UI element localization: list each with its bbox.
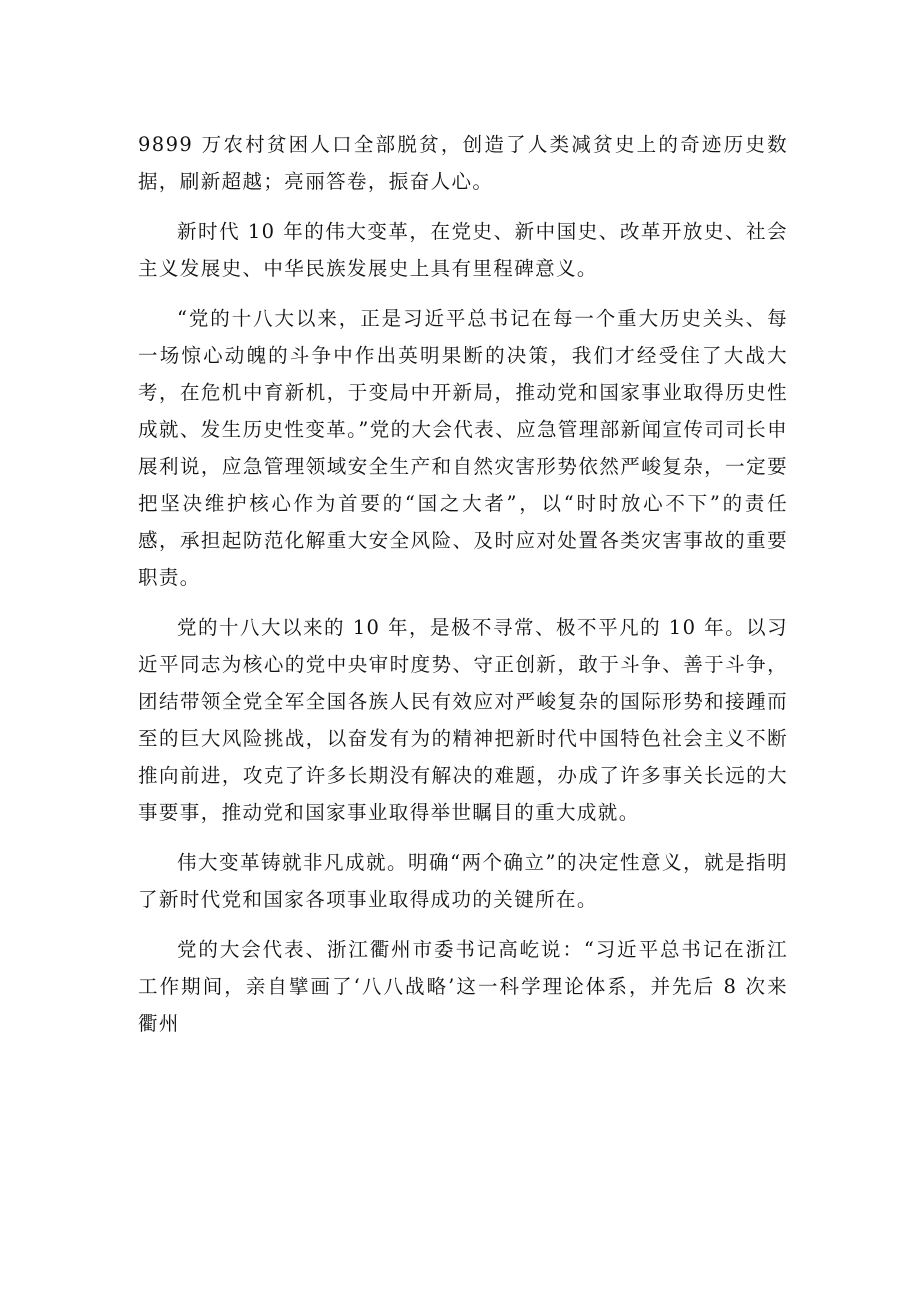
paragraph-1: 9899 万农村贫困人口全部脱贫，创造了人类减贫史上的奇迹历史数据，刷新超越；亮丽答卷，振奋人心。 bbox=[138, 133, 788, 193]
paragraph-5: 伟大变革铸就非凡成就。明确“两个确立”的决定性意义，就是指明了新时代党和国家各项事业取得成功的关键所在。 bbox=[138, 851, 788, 911]
paragraph-2: 新时代 10 年的伟大变革，在党史、新中国史、改革开放史、社会主义发展史、中华民族发展史上具有里程碑意义。 bbox=[138, 220, 788, 280]
paragraph-4: 党的十八大以来的 10 年，是极不寻常、极不平凡的 10 年。以习近平同志为核心的党中央审时度势、守正创新，敢于斗争、善于斗争，团结带领全党全军全国各族人民有效应对严峻复杂的国际形势和接踵而至的巨大风险挑战，以奋发有为的精神把新时代中国特色社会主义不断推向前进，攻克了许多长期没有解决的难题，办成了许多事关长远的大事要事，推动党和国家事业取得举世瞩目的重大成就。 bbox=[138, 616, 788, 824]
paragraph-6: 党的大会代表、浙江衢州市委书记高屹说：“习近平总书记在浙江工作期间，亲自擘画了‘八八战略’这一科学理论体系，并先后 8 次来衢州 bbox=[138, 938, 788, 1035]
document-body bbox=[138, 126, 788, 1055]
paragraph-3: “党的十八大以来，正是习近平总书记在每一个重大历史关头、每一场惊心动魄的斗争中作出英明果断的决策，我们才经受住了大战大考，在危机中育新机，于变局中开新局，推动党和国家事业取得历史性成就、发生历史性变革。”党的大会代表、应急管理部新闻宣传司司长申展利说，应急管理领域安全生产和自然灾害形势依然严峻复杂，一定要把坚决维护核心作为首要的“国之大者”，以“时时放心不下”的责任感，承担起防范化解重大安全风险、及时应对处置各类灾害事故的重要职责。 bbox=[138, 307, 788, 589]
